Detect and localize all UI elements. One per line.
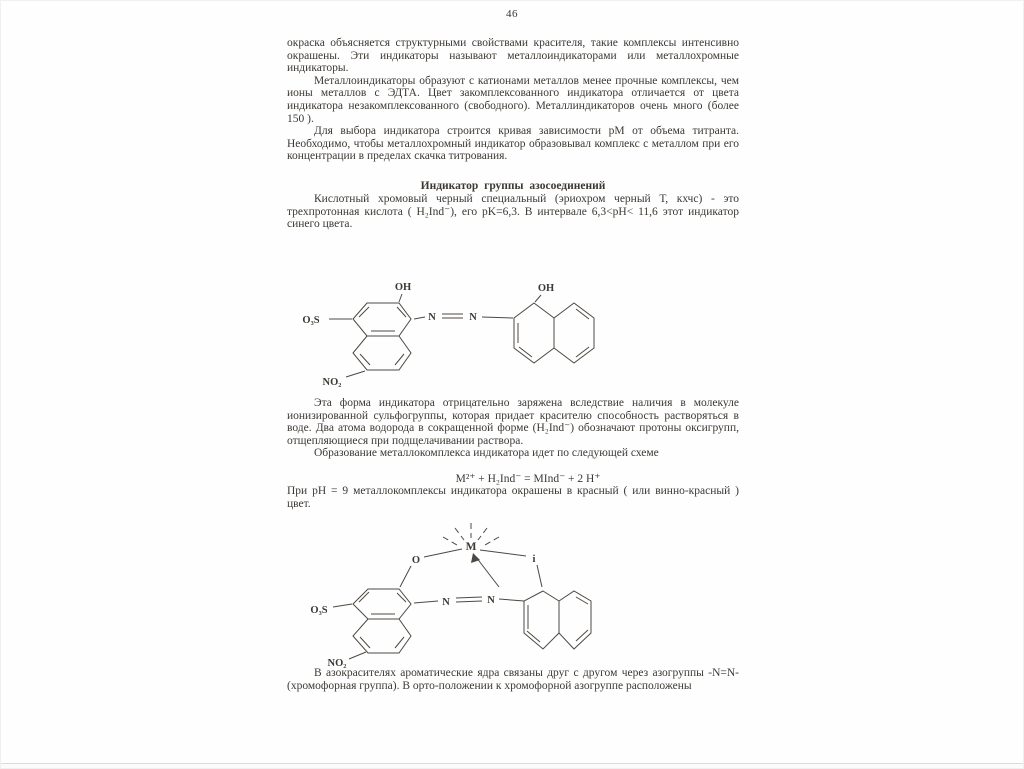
paragraph-indicator-form: Эта форма индикатора отрицательно заряжена вследствие наличия в молекуле ионизированной сульфогруппы, которая придает красителю способность растворяться в воде. Два атома водорода в сокращенной форме (H₂Ind⁻) обозначают протоны оксигрупп, отщепляющиеся при подщелачивании раствора. [287,397,739,447]
hydroxyl-label-left: OH [394,282,412,293]
indicator-form-block [287,397,739,460]
slide-below-edge [1,764,1023,769]
paragraph-intro: окраска объясняется структурными свойствами красителя, такие комплексы интенсивно окрашены. Эти индикаторы называют металлоиндикаторами или металлохромные индикаторы. [287,37,739,75]
nitro-group-label: NO₂ [322,377,342,388]
nitro-group-label: NO₂ [327,658,347,669]
sulfo-group-label: O₃S [302,315,320,326]
ph9-color-block [287,485,739,510]
paragraph-complex-formation: Образование металлокомплекса индикатора идет по следующей схеме [314,447,659,460]
paragraph-azo-dyes: В азокрасителях ароматические ядра связаны друг с другом через азогруппы -N=N- (хромофорная группа). В орто-положении к хромофорной азогруппе расположены [287,667,739,692]
complexation-equation: M²⁺ + H₂Ind⁻ = MInd⁻ + 2 H⁺ [455,473,601,485]
structure-metal-complex [297,521,629,673]
paragraph-acid-chrome-black: Кислотный хромовый черный специальный (эриохром черный Т, кхчс) - это трехпротонная кислота ( H₂Ind⁻), его pK=6,3. В интервале 6,3<pH< 11,6 этот индикатор синего цвета. [287,193,739,231]
paragraph-ph9-color: При pH = 9 металлокомплексы индикатора окрашены в красный ( или винно-красный ) цвет. [287,485,739,510]
paragraph-indicator-choice: Для выбора индикатора строится кривая зависимости pM от объема титранта. Необходимо, чтобы металлохромный индикатор образовывал комплекс с металлом при его концентрации в пределах скачка титрования. [287,125,739,163]
sulfo-group-label: O₃S [310,605,328,616]
acid-chrome-black-block [287,193,739,231]
intro-text-block [287,37,739,163]
azo-n2-label: N [487,595,495,606]
metal-label: M [465,541,477,553]
hydroxyl-label-right: OH [537,283,555,294]
azo-n1-label: N [428,312,436,323]
paragraph-metalloindicators: Металлоиндикаторы образуют с катионами металлов менее прочные комплексы, чем ионы металлов с ЭДТА. Цвет закомплексованного индикатора отличается от цвета индикатора незакомплексованного (свободного). Металлиндикаторов очень много (более 150 ). [287,74,739,125]
section-heading: Индикатор группы азосоединений [420,180,606,192]
right-donor-label: i [532,554,536,565]
structure-free-indicator [296,269,616,395]
page-number: 46 [506,8,518,20]
azo-dyes-block [287,667,739,692]
oxygen-donor-label: O [411,555,421,566]
azo-n1-label: N [442,597,450,608]
azo-n2-label: N [469,312,477,323]
